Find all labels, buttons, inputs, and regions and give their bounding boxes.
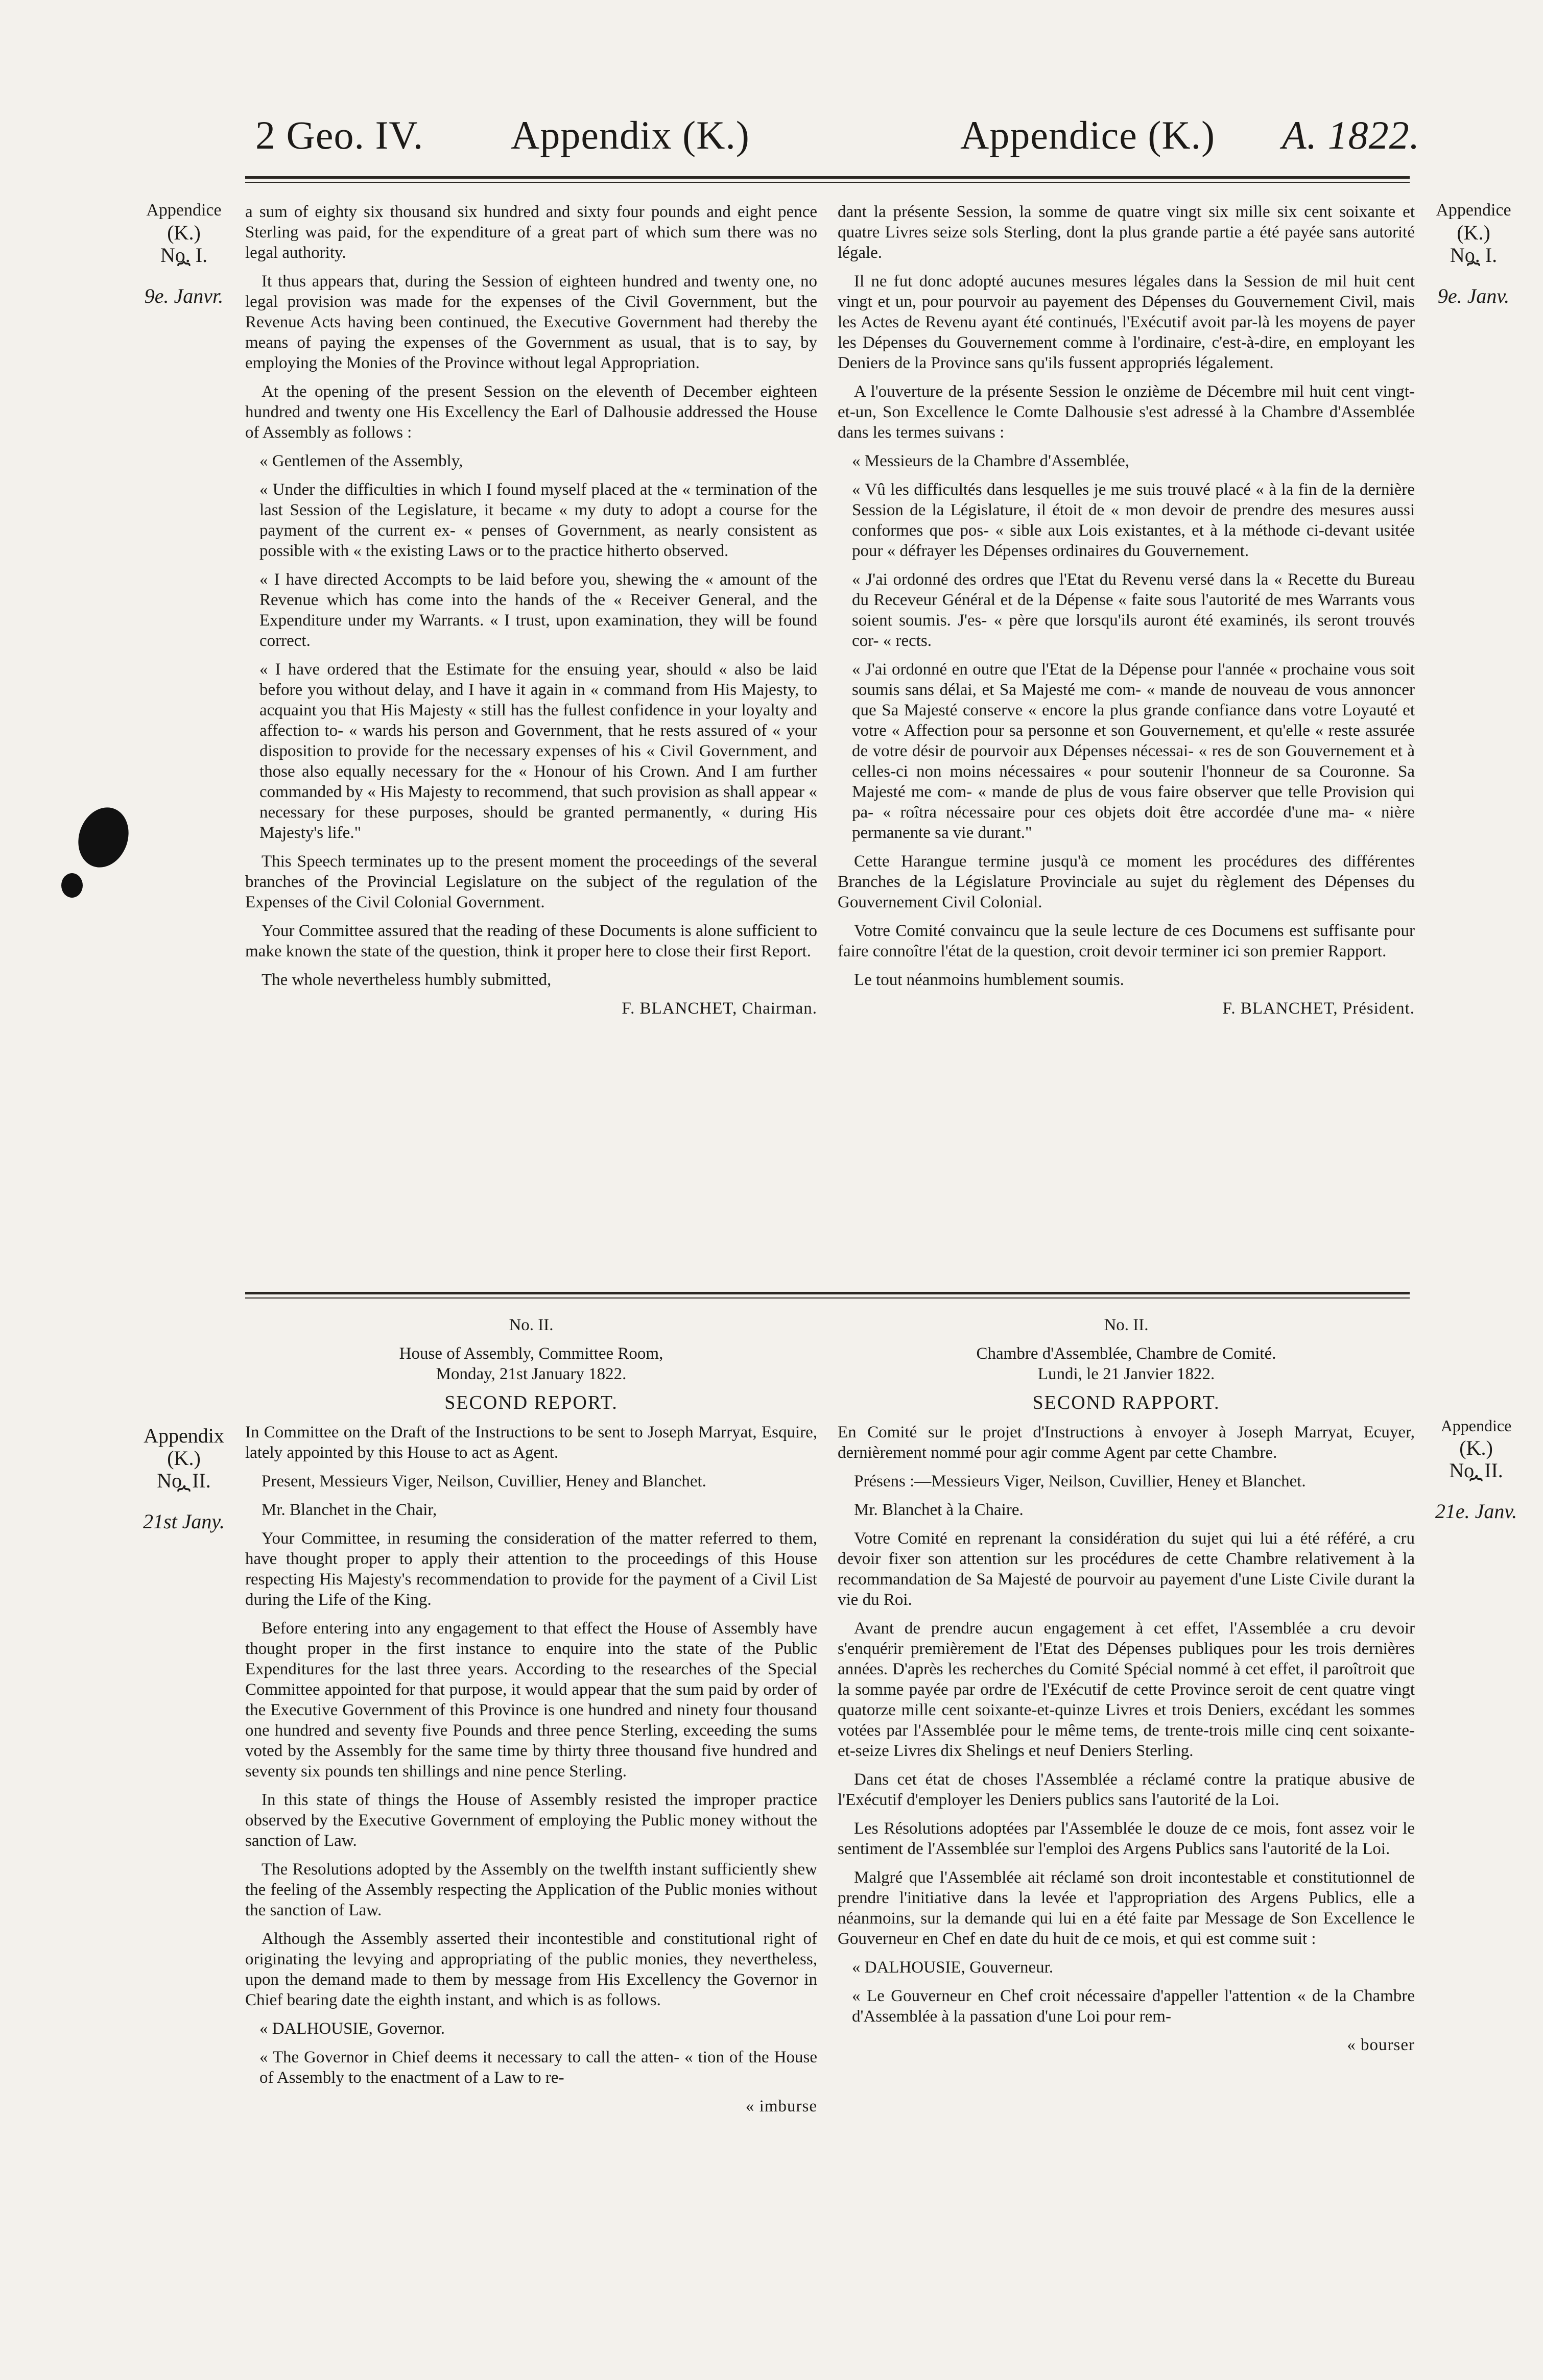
meeting-place: Chambre d'Assemblée, Chambre de Comité.	[976, 1344, 1276, 1363]
margin-label: Appendice	[146, 201, 222, 220]
report-title: SECOND RAPPORT.	[1032, 1392, 1220, 1413]
section-number: No. II.	[509, 1316, 554, 1334]
paragraph: Before entering into any engagement to that effect the House of Assembly have thought proper in the first instance to enquire into the state of the Public Expenditures for the last three years. According to the researches of the Special Committee appointed for that purpose, it would appear that the sum paid by order of the Executive Government of this Province is one hundred and ninety four thousand one hundred and seventy five Pounds and three pence Sterling, exceeding the sums voted by the Assembly for the same time by thirty three thousand five hundred and seventy six pounds ten shillings and nine pence Sterling.	[245, 1619, 817, 1781]
quote-paragraph: « J'ai ordonné des ordres que l'Etat du Revenu versé dans la « Recette du Bureau du Receveur Général et de la Dépense « faite sous l'autorité de mes Warrants vous soient soumis. J'es- « père que lorsqu'ils auront été examinés, ils seront trouvés cor- « rects.	[852, 570, 1415, 650]
paragraph: Le tout néanmoins humblement soumis.	[854, 971, 1124, 989]
brace-icon: ⏞	[1466, 261, 1481, 286]
header-appendix-en: Appendix (K.)	[511, 113, 750, 157]
margin-label: Appendice	[1440, 1416, 1512, 1435]
margin-k: (K.)	[1457, 221, 1490, 244]
quote-paragraph: « Le Gouverneur en Chef croit nécessaire d'appeller l'attention « de la Chambre d'Assemblée à la passation d'une Loi pour rem-	[852, 1987, 1415, 2026]
margin-note-bottom-right	[1417, 1414, 1535, 1523]
paragraph: It thus appears that, during the Session of eighteen hundred and twenty one, no legal provision was made for the expenses of the Civil Government, but the Revenue Acts having been continued, the Executive Government had thereby the means of paying the expenses of the Government as usual, that is to say, by employing the Monies of the Province without legal Appropriation.	[245, 272, 817, 372]
header-rule-thin	[245, 182, 1410, 183]
header-appendix-fr: Appendice (K.)	[960, 113, 1216, 157]
paragraph: This Speech terminates up to the present moment the proceedings of the several branches of the Provincial Legislature on the subject of the regulation of the Expenses of the Civil Colonial Government.	[245, 852, 817, 911]
quote-salutation: « Gentlemen of the Assembly,	[259, 452, 463, 470]
brace-icon: ⏞	[177, 1487, 191, 1512]
margin-date: 9e. Janvr.	[144, 284, 224, 307]
margin-k: (K.)	[167, 221, 201, 244]
paragraph: In this state of things the House of Assembly resisted the improper practice observed by the Executive Government of employing the Public money without the sanction of Law.	[245, 1791, 817, 1850]
header-rule	[245, 176, 1410, 179]
paragraph: Votre Comité convaincu que la seule lecture de ces Documens est suffisante pour faire connoître l'état de la question, croit devoir terminer ici son premier Rapport.	[838, 922, 1415, 960]
meeting-place: House of Assembly, Committee Room,	[399, 1344, 663, 1363]
signature: F. BLANCHET, Président.	[1222, 999, 1415, 1018]
paragraph: The Resolutions adopted by the Assembly on the twelfth instant sufficiently shew the feeling of the Assembly respecting the Application of the Public monies without the sanction of Law.	[245, 1860, 817, 1919]
brace-icon: ⏞	[1469, 1477, 1483, 1502]
margin-label: Appendix	[144, 1424, 224, 1447]
signature: F. BLANCHET, Chairman.	[622, 999, 817, 1018]
meeting-date: Monday, 21st January 1822.	[436, 1365, 627, 1383]
section-divider	[245, 1292, 1410, 1294]
paragraph: A l'ouverture de la présente Session le onzième de Décembre mil huit cent vingt-et-un, Son Excellence le Comte Dalhousie s'est adressé à la Chambre d'Assemblée dans les termes suivans :	[838, 382, 1415, 442]
paragraph: a sum of eighty six thousand six hundred and sixty four pounds and eight pence Sterling was paid, for the expenditure of a great part of which sum there was no legal authority.	[245, 203, 817, 262]
quote-salutation: « Messieurs de la Chambre d'Assemblée,	[852, 452, 1129, 470]
section-divider-thin	[245, 1297, 1410, 1299]
quote-salutation: « DALHOUSIE, Gouverneur.	[852, 1958, 1054, 1977]
header-year: A. 1822.	[1282, 113, 1420, 157]
paragraph: Présens :—Messieurs Viger, Neilson, Cuvillier, Heney et Blanchet.	[854, 1472, 1306, 1490]
quote-paragraph: « I have directed Accompts to be laid before you, shewing the « amount of the Revenue which has come into the hands of the « Receiver General, and the Expenditure under my Warrants. « I trust, upon examination, they will be found correct.	[259, 570, 817, 650]
quote-paragraph: « The Governor in Chief deems it necessary to call the atten- « tion of the House of Assembly to the enactment of a Law to re-	[259, 2048, 817, 2087]
paragraph: Present, Messieurs Viger, Neilson, Cuvillier, Heney and Blanchet.	[262, 1472, 706, 1490]
paragraph: Il ne fut donc adopté aucunes mesures légales dans la Session de mil huit cent vingt et un, pour pourvoir au payement des Dépenses du Gouvernement Civil, mais les Actes de Revenu ayant été continués, l'Exécutif avoit par-là les moyens de payer les Dépenses du Gouvernement comme à l'ordinaire, c'est-à-dire, en employant les Deniers de la Province sans qu'ils fussent appropriés légalement.	[838, 272, 1415, 372]
header-regnal: 2 Geo. IV.	[255, 113, 424, 157]
margin-date: 21st Jany.	[143, 1510, 225, 1533]
margin-date: 21e. Janv.	[1435, 1500, 1517, 1523]
margin-note-top-right	[1415, 199, 1532, 307]
paragraph: The whole nevertheless humbly submitted,	[262, 971, 552, 989]
paragraph: dant la présente Session, la somme de quatre vingt six mille six cent soixante et quatre Livres seize sols Sterling, dont la plus grande partie a été payée sans autorité légale.	[838, 203, 1415, 262]
paragraph: En Comité sur le projet d'Instructions à envoyer à Joseph Marryat, Ecuyer, dernièrement nommé pour agir comme Agent par cette Chambre.	[838, 1423, 1415, 1462]
report-title: SECOND REPORT.	[444, 1392, 618, 1413]
margin-label: Appendice	[1436, 201, 1511, 220]
paragraph: Les Résolutions adoptées par l'Assemblée le douze de ce mois, font assez voir le sentiment de l'Assemblée sur l'emploi des Argens Publics sans l'autorité de la Loi.	[838, 1819, 1415, 1858]
paragraph: Your Committee assured that the reading of these Documents is alone sufficient to make known the state of the question, think it proper here to close their first Report.	[245, 922, 817, 960]
paragraph: In Committee on the Draft of the Instructions to be sent to Joseph Marryat, Esquire, lately appointed by this House to act as Agent.	[245, 1423, 817, 1462]
margin-no: No. II.	[1449, 1459, 1503, 1482]
paragraph: Cette Harangue termine jusqu'à ce moment les procédures des différentes Branches de la Législature Provinciale au sujet du règlement des Dépenses du Gouvernement Civil Colonial.	[838, 852, 1415, 911]
quote-paragraph: « I have ordered that the Estimate for the ensuing year, should « also be laid before you without delay, and I have it again in « command from His Majesty, to acquaint you that His Majesty « still has the fullest confidence in your loyalty and affection to- « wards his person and Government, that he rests assured of « your disposition to provide for the necessary expenses of his « Civil Government, and those also equally necessary for the « Honour of his Crown. And I am further commanded by « His Majesty to recommend, that such provision as shall appear « necessary for these purposes, should be granted permanently, « during His Majesty's life."	[259, 660, 817, 842]
catchword: « bourser	[1347, 2036, 1415, 2054]
paragraph: At the opening of the present Session on the eleventh of December eighteen hundred and twenty one His Excellency the Earl of Dalhousie addressed the House of Assembly as follows :	[245, 382, 817, 442]
margin-k: (K.)	[1459, 1436, 1493, 1459]
margin-note-top-left	[128, 199, 240, 307]
english-column-no2	[245, 1315, 817, 2125]
brace-icon: ⏞	[177, 261, 191, 286]
ink-blot	[61, 873, 83, 898]
section-number: No. II.	[1104, 1316, 1149, 1334]
french-column-no2	[838, 1315, 1415, 2063]
ink-blot	[70, 800, 136, 874]
quote-paragraph: « Under the difficulties in which I found myself placed at the « termination of the last Session of the Legislature, it became « my duty to adopt a course for the payment of the current ex- « penses of Government, as nearly consistent as possible with « the existing Laws or to the practice hitherto observed.	[259, 480, 817, 560]
margin-no: No. I.	[1450, 244, 1498, 267]
margin-no: No. I.	[160, 244, 208, 267]
margin-note-bottom-left	[125, 1425, 243, 1533]
quote-paragraph: « Vû les difficultés dans lesquelles je me suis trouvé placé « à la fin de la dernière Session de la Législature, il étoit de « mon devoir de prendre des mesures aussi conformes que pos- « sible aux Lois existantes, et à la méthode ci-devant usitée pour « défrayer les Dépenses ordinaires du Gouvernement.	[852, 480, 1415, 560]
paragraph: Mr. Blanchet in the Chair,	[262, 1501, 437, 1519]
english-column-no1	[245, 202, 817, 1027]
paragraph: Votre Comité en reprenant la considération du sujet qui lui a été référé, a cru devoir fixer son attention sur les procédures de cette Chambre relativement à la recommandation de Sa Majesté de pourvoir au payement d'une Liste Civile durant la vie du Roi.	[838, 1529, 1415, 1609]
catchword: « imburse	[745, 2097, 817, 2115]
paragraph: Malgré que l'Assemblée ait réclamé son droit incontestable et constitutionnel de prendre l'initiative dans la levée et l'appropriation des Argens Publics, elle a néanmoins, sur la demande qui lui en a été faite par Message de Son Excellence le Gouverneur en Chef en date du huit de ce mois, et qui est comme suit :	[838, 1868, 1415, 1948]
paragraph: Avant de prendre aucun engagement à cet effet, l'Assemblée a cru devoir s'enquérir premièrement de l'Etat des Dépenses publiques pour les trois dernières années. D'après les recherches du Comité Spécial nommé à cet effet, il paroîtroit que la somme payée par ordre de l'Exécutif de cette Province seroit de cent quatre vingt quatorze mille cent soixante-et-quinze Livres et trois Deniers, excédant les sommes votées par l'Assemblée pour le même tems, de trente-trois mille cinq cent soixante-et-seize Livres dix Shelings et neuf Deniers Sterling.	[838, 1619, 1415, 1760]
paragraph: Although the Assembly asserted their incontestible and constitutional right of originating the levying and appropriating of the public monies, they nevertheless, upon the demand made to them by message from His Excellency the Governor in Chief bearing date the eighth instant, and which is as follows.	[245, 1930, 817, 2009]
margin-k: (K.)	[167, 1447, 201, 1470]
meeting-date: Lundi, le 21 Janvier 1822.	[1037, 1365, 1215, 1383]
margin-date: 9e. Janv.	[1437, 284, 1510, 307]
margin-no: No. II.	[157, 1469, 211, 1492]
quote-paragraph: « J'ai ordonné en outre que l'Etat de la Dépense pour l'année « prochaine vous soit soumis sans délai, et Sa Majesté me com- « mande de nouveau de vous annoncer que Sa Majesté conserve « encore la plus grande confiance dans votre Loyauté et votre « Affection pour sa personne et son Gouvernement, et qu'elle « reste assurée de votre désir de pourvoir aux Dépenses nécessai- « res de son Gouvernement et à celles-ci non moins nécessaires « pour soutenir l'honneur de sa Couronne. Sa Majesté me com- « mande de plus de vous faire observer que telle Provision qui pa- « roîtra nécessaire pour ces objets doit être accordée d'une ma- « nière permanente sa vie durant."	[852, 660, 1415, 842]
french-column-no1	[838, 202, 1415, 1027]
quote-salutation: « DALHOUSIE, Governor.	[259, 2020, 445, 2038]
paragraph: Your Committee, in resuming the consideration of the matter referred to them, have thought proper to apply their attention to the proceedings of this House respecting His Majesty's recommendation to provide for the payment of a Civil List during the Life of the King.	[245, 1529, 817, 1609]
paragraph: Mr. Blanchet à la Chaire.	[854, 1501, 1024, 1519]
paragraph: Dans cet état de choses l'Assemblée a réclamé contre la pratique abusive de l'Exécutif d'employer les Deniers publics sans l'autorité de la Loi.	[838, 1770, 1415, 1809]
